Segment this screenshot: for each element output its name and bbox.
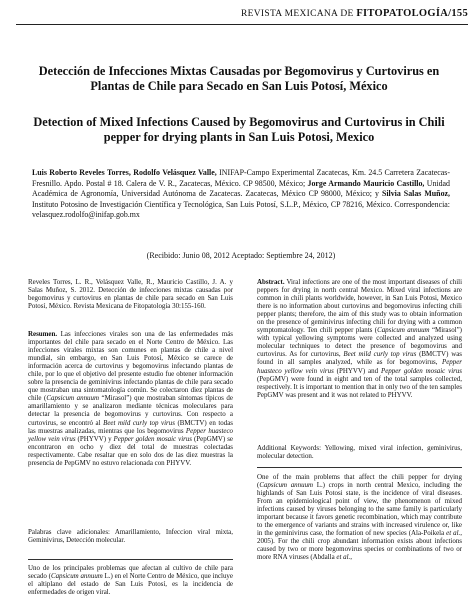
keywords-spanish: Palabras clave adicionales: Amarillamiento, Infeccion viral mixta, Geminivirus, Detección molecular. [28,528,233,545]
abstract-virus-bmctv: Beet mild curly top virus [343,350,417,359]
journal-name-bold: FITOPATOLOGÍA [356,8,449,19]
abstract-species: Capsicum annuum [377,326,430,335]
title-spanish: Detección de Infecciones Mixtas Causadas por Begomovirus y Curtovirus en Plantas de Chile para Secado en San Luis Potosí, México [38,64,440,93]
author-3: Silvia Salas Muñoz, [381,189,450,199]
header-rule [16,24,468,25]
resumen-section [28,330,233,467]
author-group-1: Luis Roberto Reveles Torres, Rodolfo Velásquez Valle, [32,168,217,177]
running-head [0,8,468,19]
author-affiliations [32,168,450,221]
intro-spanish [28,564,233,596]
intro-es-text-1: Uno de los principales problemas que afectan al cultivo de chile para secado ( [28,564,233,581]
affiliation-1: INIFAP-Campo Experimental Zacatecas, Km. 24.5 Carretera Zacatecas-Fresnillo. Apdo. Postal # 18. Calera de V. R., Zacatecas, México. CP 98500, México; [32,168,450,188]
intro-en-text-4: , [350,553,352,562]
abstract-text-2: “Mirasol”) with typical yellowing symptoms were collected and analyzed using molecular techniques to detect the presence of begomovirus and curtovirus. As for curtovirus, [257,326,462,359]
resumen-virus-pepgmv: Pepper golden mosaic virus [113,434,192,443]
resumen-text-1: Las infecciones virales son una de las enfermedades más importantes del chile para secado en el Norte Centro de México. Las infecciones virales mixtas son comunes en plantas de chile a nivel mundial, sin embargo, en San Luis Potosí, México se carece de información acerca de curtovirus y begomovirus infectando plantas de chile, por lo que el objetivo del presente estudio fue obtener información sobre la presencia de geminivirus infectando plantas de chile para secado que mostraban una sintomatología común. Se colectaron diez plantas de chile ( [28,330,233,403]
intro-es-text-2: L.) en el Norte Centro de México, que incluye el altiplano del estado de San Luis Potosí, es la incidencia de enfermedades de origen viral. [28,572,233,597]
keywords-english: Additional Keywords: Yellowing, mixed viral infection, geminivirus, molecular detection. [257,444,462,461]
resumen-text-2: “Mirasol”) que mostraban síntomas típicos de amarillamiento y se analizaron mediante técnicas moleculares para detectar la presencia de begomovirus y curtovirus. Con respecto a curtovirus, se encontró al [28,394,233,427]
resumen-virus-bmctv: Beet mild curly top virus [103,418,175,427]
citation: Reveles Torres, L. R., Velásquez Valle, R., Mauricio Castillo, J. A. y Salas Muñoz, S. 2012. Detección de infecciones mixtas causadas por begomovirus y curtovirus en plantas de chile para secado en San Luis Potosí, México. Revista Mexicana de Fitopatología 30:155-160. [28,278,233,311]
intro-en-etal-2: et al. [336,553,351,562]
abstract-text-3: (BMCTV) was found in all samples analyzed, while as for begomovirus, [257,350,462,367]
abstract-text-5: (PepGMV) were found in eight and ten of the total samples collected, respectively. It is important to mention that in only two of the ten samples PepGMV was present and it was not related to PHYVV. [257,374,462,399]
affiliation-3: Instituto Potosino de Investigación Científica y Tecnológica, San Luis Potosí, S.L.P., México, CP 78216, México. Correspondencia: velasquez.rodolfo@inifap.gob.mx [32,199,450,220]
received-accepted-dates: (Recibido: Junio 08, 2012 Aceptado: Septiembre 24, 2012) [146,251,336,260]
affiliation-2: Unidad Académica de Agronomía, Universidad Autónoma de Zacatecas. Zacatecas, México CP 98000, México; y [32,178,450,199]
left-column-rule [28,559,233,560]
page-number: /155 [448,8,468,19]
abstract-label: Abstract. [257,278,285,286]
resumen-species: Capsicum annuum [46,394,99,403]
abstract-virus-phyvv: Pepper huasteco yellow vein virus [257,358,462,375]
abstract-section [257,278,462,399]
right-column-rule [257,467,462,468]
abstract-virus-pepgmv: Pepper golden mosaic virus [380,366,462,375]
journal-name: REVISTA MEXICANA DE [241,9,354,19]
resumen-text-4: (PHYVV) y [75,434,114,443]
intro-en-etal-1: et al. [446,529,461,538]
resumen-label: Resumen. [28,330,58,338]
abstract-text-4: (PHYVV) and [333,366,381,375]
resumen-text-3: (BMCTV) en todas las muestras analizadas, mientras que los begomovirus [28,418,234,435]
intro-en-text-2: L.) crops in north central Mexico, including the highlands of San Luis Potosi state, is the incidence of viral diseases. From an epidemiological point of view, the phenomenon of mixed infections caused by viruses belonging to the same family is particularly important because it favors genetic recombination, which may contribute to the emergence of variants and strains with increased virulence or, like in the geminivirus case, the formation of new species (Ala-Poikela [257,481,463,538]
intro-english [257,473,462,562]
author-2: Jorge Armando Mauricio Castillo, [307,178,425,188]
intro-en-text-1: One of the main problems that affect the chili pepper for drying ( [257,473,462,490]
intro-en-text-3: , 2005). For the chili crop abundant information exists about infections caused by two or more begomovirus species or combinations of two or more RNA viruses (Abdalla [257,529,462,562]
intro-en-species: Capsicum annuum [259,481,314,490]
resumen-text-5: (PepGMV) se encontraron en ocho y diez del total de muestras colectadas respectivamente. Cabe resaltar que en solo dos de las diez muestras la presencia de PepGMV no estuvo relacionada con PHYVV. [28,434,233,467]
resumen-virus-phyvv: Pepper huasteco yellow vein virus [28,426,234,443]
abstract-text-1: Viral infections are one of the most important diseases of chili peppers for drying in north central Mexico. Mixed viral infections are common in chili plants worldwide, however, in San Luis Potosi, Mexico there is no information about curtovirus and begomovirus infecting chili pepper plants; therefore, the aim of this study was to obtain information on the presence of geminivirus infecting chili for drying with a common symptomatology. Ten chili pepper plants ( [257,278,462,335]
title-english: Detection of Mixed Infections Caused by Begomovirus and Curtovirus in Chili pepper for drying plants in San Luis Potosi, Mexico [33,115,445,144]
intro-es-species: Capsicum annuum [50,572,103,581]
